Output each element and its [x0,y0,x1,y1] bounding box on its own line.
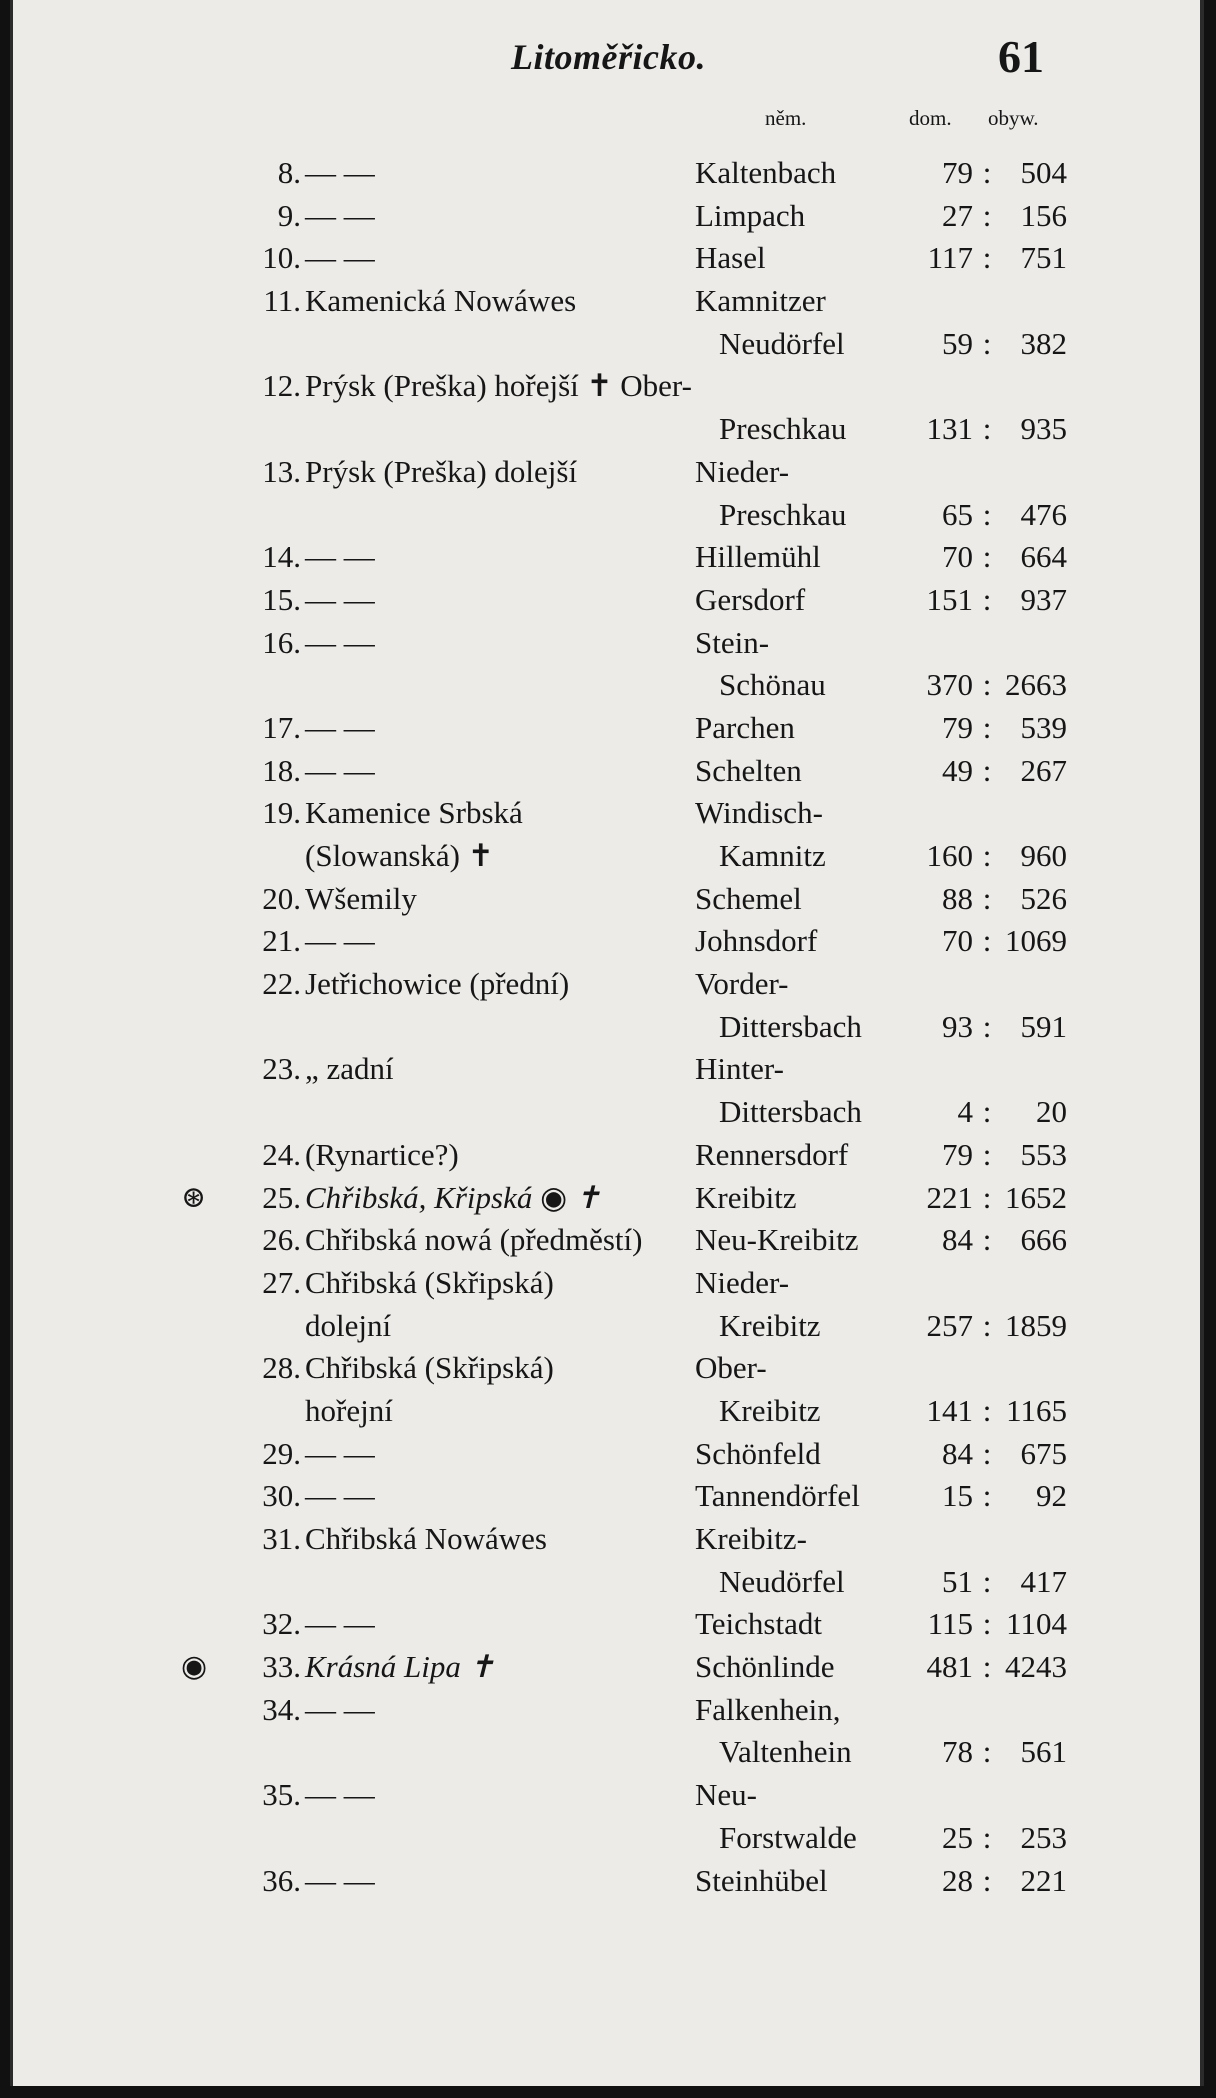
row-number: 14. [262,539,301,575]
german-name: Preschkau [719,496,847,532]
table-row [13,237,1200,280]
row-number: 31. [262,1521,301,1556]
german-name: Schönfeld [695,1435,821,1471]
inhabitant-count: 539 [1020,709,1067,745]
ratio-colon: : [982,1734,992,1770]
row-number: 32. [262,1606,301,1642]
german-name: Johnsdorf [695,923,818,959]
table-row [13,579,1200,622]
house-count: 117 [927,240,973,276]
house-count: 27 [942,197,973,233]
czech-name: — — [305,1691,375,1727]
table-row [13,878,1200,921]
house-count: 79 [942,155,973,190]
ratio-colon: : [982,1094,992,1130]
inhabitant-count: 417 [1020,1563,1067,1599]
house-count: 115 [927,1606,973,1642]
german-name: Rennersdorf [695,1136,849,1172]
table-row [13,1646,1200,1689]
house-count: 70 [942,923,973,959]
inhabitant-count: 221 [1020,1862,1067,1898]
german-name: Forstwalde [719,1819,857,1855]
inhabitant-count: 504 [1020,155,1067,190]
house-count: 257 [926,1307,973,1343]
german-name: Hinter- [695,1051,784,1087]
ratio-colon: : [982,325,992,361]
inhabitant-count: 751 [1020,240,1067,276]
german-name: Hasel [695,240,766,276]
table-row [13,323,1200,366]
row-number: 16. [262,624,301,660]
czech-name: Kamenická Nowáwes [305,283,577,319]
table-row [13,664,1200,707]
ratio-colon: : [982,838,992,873]
czech-name: Prýsk (Preška) dolejší [305,453,578,489]
ratio-colon: : [982,496,992,532]
german-name: Vorder- [695,966,789,1002]
german-name: Neudörfel [719,1563,845,1599]
row-number: 36. [262,1862,301,1898]
table-row [13,536,1200,579]
german-name: Gersdorf [695,581,806,617]
table-row [13,1561,1200,1604]
czech-name: — — [305,752,375,788]
ratio-colon: : [982,752,992,788]
table-row [13,1774,1200,1817]
ratio-colon: : [982,1392,992,1428]
table-row [13,1390,1200,1433]
german-name: Hillemühl [695,539,821,575]
table-row [13,707,1200,750]
ratio-colon: : [982,155,992,190]
czech-name: — — [305,1435,375,1471]
czech-name: dolejní [305,1307,392,1343]
ratio-colon: : [982,667,992,703]
ratio-colon: : [982,1563,992,1599]
row-number: 34. [262,1691,301,1727]
german-name: Dittersbach [719,1008,862,1044]
ratio-colon: : [982,1222,992,1258]
row-number: 22. [262,966,301,1002]
ratio-colon: : [982,1008,992,1044]
table-row [13,1091,1200,1134]
row-number: 29. [262,1435,301,1471]
house-count: 151 [926,581,973,617]
german-name: Ober- [695,1350,767,1386]
row-number: 20. [262,880,301,916]
house-count: 93 [942,1008,973,1044]
german-name: Nieder- [695,453,790,489]
house-count: 15 [942,1478,973,1514]
house-count: 131 [926,411,973,447]
table-row [13,1134,1200,1177]
table-row [13,494,1200,537]
row-number: 23. [262,1051,301,1087]
table-row [13,365,1200,408]
czech-name: „ zadní [305,1051,394,1087]
german-name: Tannendörfel [695,1478,860,1514]
czech-name: — — [305,1862,375,1898]
table-row [13,920,1200,963]
ratio-colon: : [982,1179,992,1215]
table-row [13,792,1200,835]
table-row [13,1731,1200,1774]
row-number: 33. [262,1649,301,1685]
column-header-inhabitants: obyw. [988,106,1039,130]
table-row [13,152,1200,195]
ratio-colon: : [982,709,992,745]
german-name: Neu-Kreibitz [695,1222,859,1258]
row-number: 12. [262,368,301,404]
house-count: 79 [942,1136,973,1172]
table-row [13,451,1200,494]
house-count: 65 [942,496,973,532]
table-row [13,1347,1200,1390]
czech-name: Chřibská nowá (předměstí) [305,1222,643,1258]
czech-name: — — [305,923,375,959]
table-row [13,1219,1200,1262]
czech-name: Prýsk (Preška) hořejší ✝ Ober- [305,368,692,404]
ratio-colon: : [982,197,992,233]
ratio-colon: : [982,1307,992,1343]
table-row [13,280,1200,323]
row-number: 21. [262,923,301,959]
czech-name: — — [305,539,375,575]
house-count: 28 [942,1862,973,1898]
german-name: Limpach [695,197,806,233]
table-row [13,1433,1200,1476]
czech-name: Chřibská (Skřipská) [305,1350,554,1386]
table-row [13,1817,1200,1860]
inhabitant-count: 253 [1020,1819,1067,1855]
ratio-colon: : [982,1435,992,1471]
table-row [13,750,1200,793]
inhabitant-count: 20 [1036,1094,1067,1130]
table-row [13,1305,1200,1348]
inhabitant-count: 591 [1020,1008,1067,1044]
row-number: 25. [262,1179,301,1215]
german-name: Parchen [695,709,795,745]
column-header-houses: dom. [909,106,952,130]
czech-name: — — [305,240,375,276]
czech-name: — — [305,1606,375,1642]
house-count: 59 [942,325,973,361]
page-number: 61 [998,31,1044,82]
inhabitant-count: 267 [1020,752,1067,788]
row-number: 27. [262,1264,301,1300]
german-name: Neu- [695,1777,757,1813]
czech-name: Krásná Lipa ✝ [305,1649,495,1685]
row-number: 24. [262,1136,301,1172]
table-row [13,622,1200,665]
inhabitant-count: 1069 [1005,923,1067,959]
book-page [10,0,1204,2086]
house-count: 25 [942,1819,973,1855]
row-number: 17. [262,709,301,745]
czech-name: Chřibská (Skřipská) [305,1264,554,1300]
house-count: 49 [942,752,973,788]
czech-name: — — [305,624,375,660]
czech-name: — — [305,1478,375,1514]
row-number: 35. [262,1777,301,1813]
inhabitant-count: 666 [1020,1222,1067,1258]
german-name: Kreibitz [695,1179,797,1215]
ratio-colon: : [982,1819,992,1855]
ratio-colon: : [982,581,992,617]
ratio-colon: : [982,923,992,959]
running-title: Litoměřicko. [511,37,706,77]
table-row [13,963,1200,1006]
row-number: 28. [262,1350,301,1386]
table-row [13,1177,1200,1220]
table-row [13,1262,1200,1305]
table-row [13,1603,1200,1646]
row-number: 18. [262,752,301,788]
czech-name: — — [305,581,375,617]
german-name: Falkenhein, [695,1691,841,1727]
inhabitant-count: 1104 [1006,1606,1067,1642]
table-row [13,195,1200,238]
house-count: 141 [926,1392,973,1428]
place-list [13,152,1200,1902]
german-name: Preschkau [719,411,847,447]
inhabitant-count: 935 [1020,411,1067,447]
czech-name: Kamenice Srbská [305,795,523,831]
german-name: Kamnitzer [695,283,826,319]
czech-name: — — [305,1777,375,1813]
czech-name: (Slowanská) ✝ [305,838,494,873]
german-name: Schönlinde [695,1649,835,1685]
german-name: Stein- [695,624,770,660]
ratio-colon: : [982,1862,992,1898]
row-number: 10. [262,240,301,276]
ratio-colon: : [982,1606,992,1642]
german-name: Steinhübel [695,1862,828,1898]
inhabitant-count: 1165 [1006,1392,1067,1428]
czech-name: — — [305,155,375,190]
house-count: 160 [926,838,973,873]
row-number: 26. [262,1222,301,1258]
inhabitant-count: 92 [1036,1478,1067,1514]
german-name: Kreibitz [719,1392,821,1428]
house-count: 88 [942,880,973,916]
row-number: 9. [277,197,301,233]
house-count: 84 [942,1435,973,1471]
german-name: Valtenhein [719,1734,852,1770]
inhabitant-count: 561 [1020,1734,1067,1770]
house-count: 79 [942,709,973,745]
czech-name: — — [305,197,375,233]
inhabitant-count: 476 [1020,496,1067,532]
ratio-colon: : [982,1478,992,1514]
inhabitant-count: 156 [1020,197,1067,233]
german-name: Dittersbach [719,1094,862,1130]
inhabitant-count: 1859 [1005,1307,1067,1343]
house-count: 70 [942,539,973,575]
house-count: 370 [926,667,973,703]
row-number: 8. [277,155,301,190]
ratio-colon: : [982,539,992,575]
inhabitant-count: 4243 [1005,1649,1067,1685]
inhabitant-count: 382 [1020,325,1067,361]
german-name: Schelten [695,752,802,788]
czech-name: (Rynartice?) [305,1136,459,1172]
ratio-colon: : [982,1649,992,1685]
german-name: Kreibitz- [695,1521,807,1556]
table-row [13,1475,1200,1518]
table-row [13,1860,1200,1903]
german-name: Schemel [695,880,802,916]
house-count: 78 [942,1734,973,1770]
row-number: 15. [262,581,301,617]
column-header-german: něm. [765,106,807,130]
inhabitant-count: 960 [1020,838,1067,873]
house-count: 4 [957,1094,973,1130]
house-count: 221 [926,1179,973,1215]
czech-name: — — [305,709,375,745]
ratio-colon: : [982,411,992,447]
house-count: 84 [942,1222,973,1258]
german-name: Kaltenbach [695,155,837,190]
german-name: Kreibitz [719,1307,821,1343]
czech-name: hořejní [305,1392,393,1428]
column-headers [13,106,1200,130]
row-number: 30. [262,1478,301,1514]
inhabitant-count: 1652 [1005,1179,1067,1215]
house-count: 481 [926,1649,973,1685]
inhabitant-count: 526 [1020,880,1067,916]
ratio-colon: : [982,240,992,276]
table-row [13,1518,1200,1561]
czech-name: Wšemily [305,880,417,916]
german-name: Kamnitz [719,838,826,873]
inhabitant-count: 675 [1020,1435,1067,1471]
ratio-colon: : [982,880,992,916]
table-row [13,1048,1200,1091]
ratio-colon: : [982,1136,992,1172]
row-number: 19. [262,795,301,831]
row-marker-symbol: ◉ [181,1650,208,1684]
table-row [13,1689,1200,1732]
german-name: Windisch- [695,795,823,831]
german-name: Nieder- [695,1264,790,1300]
inhabitant-count: 937 [1020,581,1067,617]
inhabitant-count: 553 [1020,1136,1067,1172]
house-count: 51 [942,1563,973,1599]
inhabitant-count: 2663 [1005,667,1067,703]
row-marker-symbol: ⊛ [181,1180,207,1214]
german-name: Schönau [719,667,826,703]
table-row [13,408,1200,451]
czech-name: Chřibská, Křipská ◉ ✝ [305,1179,601,1215]
german-name: Teichstadt [695,1606,822,1642]
german-name: Neudörfel [719,325,845,361]
inhabitant-count: 664 [1020,539,1067,575]
row-number: 13. [262,453,301,489]
czech-name: Chřibská Nowáwes [305,1521,547,1556]
row-number: 11. [263,283,301,319]
table-row [13,835,1200,878]
czech-name: Jetřichowice (přední) [305,966,570,1002]
table-row [13,1006,1200,1049]
